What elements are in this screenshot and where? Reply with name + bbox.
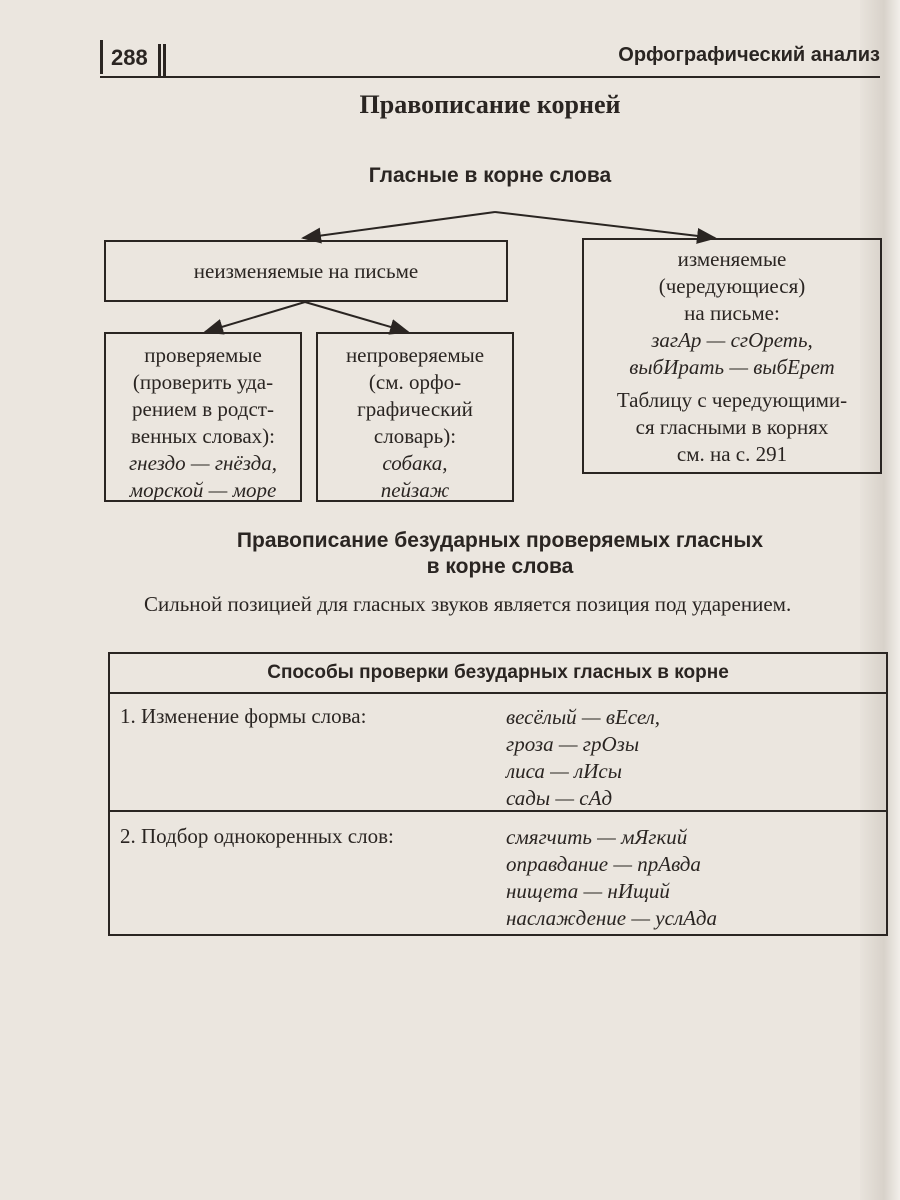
example-1-3: лиса — лИсы — [506, 759, 622, 783]
page-number: 288 — [100, 40, 173, 74]
changeable-line-3: на письме: — [684, 301, 780, 325]
uncheckable-line-2: (см. орфо- — [368, 370, 462, 394]
checkable-example-1: гнездо — гнёзда, — [128, 451, 278, 475]
section-title: Правописание корней — [359, 90, 621, 119]
uncheckable-example-2: пейзаж — [380, 478, 450, 502]
uncheckable-line-4: словарь): — [373, 424, 457, 448]
header-rule — [100, 76, 880, 78]
arrow-to-changeable — [495, 212, 715, 238]
table-row-examples-2 — [506, 824, 717, 932]
example-2-3: нищета — нИщий — [506, 879, 670, 903]
changeable-note-2: ся гласными в корнях — [635, 415, 829, 439]
page-number-bars — [158, 44, 166, 78]
subsection-title-line-1: Правописание безударных проверяемых гласных — [236, 529, 764, 552]
example-1-4: сады — сАд — [506, 786, 613, 810]
example-1-1: весёлый — вЕсел, — [506, 705, 661, 729]
subsection-title — [110, 528, 890, 580]
uncheckable-line-1: непроверяемые — [345, 343, 485, 367]
arrow-to-uncheckable — [305, 302, 408, 332]
uncheckable-example-1: собака, — [382, 451, 448, 475]
box-unchangeable — [104, 240, 508, 302]
unchangeable-label: неизменяемые на письме — [193, 259, 419, 283]
example-2-2: оправдание — прАвда — [506, 852, 701, 876]
table-row-label-1: 1. Изменение формы слова: — [120, 704, 367, 728]
changeable-note-3: см. на с. 291 — [676, 442, 788, 466]
checkable-line-4: венных словах): — [130, 424, 276, 448]
changeable-line-1: изменяемые — [677, 247, 787, 271]
checkable-line-3: рением в родст- — [132, 397, 274, 421]
table-row — [110, 694, 886, 812]
box-changeable — [582, 238, 882, 474]
subsection-title-line-2: в корне слова — [426, 555, 574, 578]
arrow-to-checkable — [205, 302, 305, 332]
checkable-example-2: морской — море — [129, 478, 277, 502]
checkable-line-2: (проверить уда- — [132, 370, 274, 394]
table-row — [110, 812, 886, 932]
changeable-line-2: (чередующиеся) — [658, 274, 806, 298]
changeable-note-1: Таблицу с чередующими- — [616, 388, 848, 412]
table-row-label-2: 2. Подбор однокоренных слов: — [120, 824, 394, 848]
diagram-title: Гласные в корне слова — [368, 164, 612, 187]
table-row-examples-1 — [506, 704, 660, 812]
changeable-example-1: загАр — сгОреть, — [651, 328, 813, 352]
table-header: Способы проверки безударных гласных в корне — [110, 654, 886, 694]
checkable-line-1: проверяемые — [144, 343, 262, 367]
running-title: Орфографический анализ — [618, 44, 880, 66]
changeable-example-2: выбИрать — выбЕрет — [629, 355, 835, 379]
example-1-2: гроза — грОзы — [506, 732, 640, 756]
body-paragraph: Сильной позицией для гласных звуков является позиция под ударением. — [144, 592, 792, 616]
example-2-4: наслаждение — услАда — [506, 906, 718, 930]
example-2-1: смягчить — мЯгкий — [506, 825, 688, 849]
checking-methods-table — [108, 652, 888, 936]
arrow-to-unchangeable — [303, 212, 495, 238]
box-uncheckable — [316, 332, 514, 502]
box-checkable — [104, 332, 302, 502]
uncheckable-line-3: графический — [357, 397, 473, 421]
